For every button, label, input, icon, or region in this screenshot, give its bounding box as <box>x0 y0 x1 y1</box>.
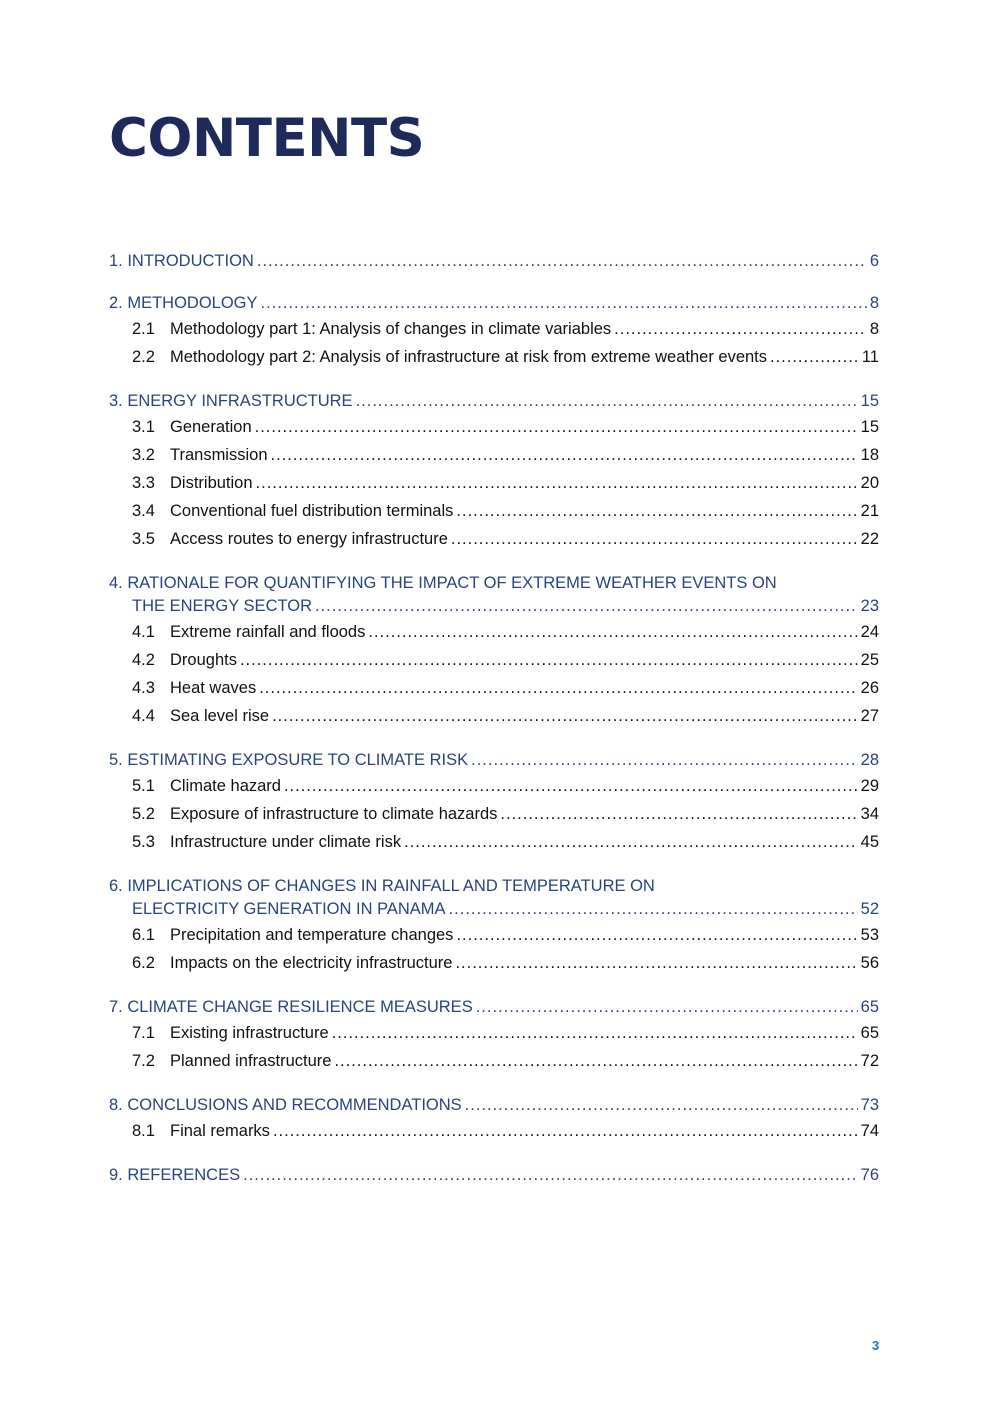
toc-sub-entry[interactable] <box>109 772 879 800</box>
toc-main-entry[interactable] <box>109 572 879 595</box>
toc-sub-entry[interactable] <box>109 674 879 702</box>
dot-leader <box>456 921 857 949</box>
toc-sub-entry-number: 5.3 <box>132 833 155 851</box>
toc-entry-title-continued: ELECTRICITY GENERATION IN PANAMA <box>132 900 446 918</box>
dot-leader <box>272 702 858 730</box>
page-number: 3 <box>872 1338 880 1353</box>
dot-leader <box>273 1117 858 1145</box>
toc-entry-page: 28 <box>860 751 879 769</box>
toc-section <box>109 390 879 553</box>
dot-leader <box>455 949 857 977</box>
toc-sub-entry[interactable] <box>109 497 879 525</box>
dot-leader <box>271 441 858 469</box>
toc-entry-title: 4. RATIONALE FOR QUANTIFYING THE IMPACT OF EXTREME WEATHER EVENTS ON <box>109 574 777 592</box>
dot-leader <box>256 469 858 497</box>
dot-leader <box>449 898 858 921</box>
toc-sub-entry-page: 26 <box>860 679 879 697</box>
toc-sub-entry-label: Droughts <box>170 651 237 669</box>
dot-leader <box>465 1094 858 1117</box>
toc-sub-entry-page: 15 <box>860 418 879 436</box>
dot-leader <box>456 497 857 525</box>
toc-sub-entry-label: Final remarks <box>170 1122 270 1140</box>
toc-sub-entry-page: 24 <box>860 623 879 641</box>
toc-sub-entry-label: Impacts on the electricity infrastructure <box>170 954 453 972</box>
toc-main-entry[interactable] <box>109 292 879 315</box>
toc-sub-entry-page: 21 <box>860 502 879 520</box>
toc-sub-entry-page: 20 <box>860 474 879 492</box>
toc-entry-page: 15 <box>860 392 879 410</box>
toc-main-entry[interactable] <box>109 1094 879 1117</box>
toc-entry-page: 73 <box>860 1096 879 1114</box>
toc-entry-page: 76 <box>860 1166 879 1184</box>
toc-sub-entry-label: Transmission <box>170 446 268 464</box>
toc-section <box>109 875 879 977</box>
toc-sub-entry-page: 34 <box>860 805 879 823</box>
toc-sub-entry-label: Methodology part 2: Analysis of infrastructure at risk from extreme weather events <box>170 348 768 366</box>
toc-sub-entry-page: 56 <box>860 954 879 972</box>
toc-sub-entry-label: Existing infrastructure <box>170 1024 329 1042</box>
toc-sub-entry[interactable] <box>109 702 879 730</box>
dot-leader <box>257 250 867 273</box>
toc-entry-title: 5. ESTIMATING EXPOSURE TO CLIMATE RISK <box>109 751 469 769</box>
toc-main-entry[interactable] <box>109 250 879 273</box>
toc-sub-entry-number: 4.4 <box>132 707 155 725</box>
toc-section <box>109 996 879 1075</box>
toc-entry-title: 3. ENERGY INFRASTRUCTURE <box>109 392 353 410</box>
toc-sub-entry[interactable] <box>109 413 879 441</box>
dot-leader <box>284 772 858 800</box>
toc-main-entry[interactable] <box>109 1164 879 1187</box>
toc-sub-entry-number: 3.1 <box>132 418 155 436</box>
toc-sub-entry[interactable] <box>109 949 879 977</box>
toc-sub-entry[interactable] <box>109 315 879 343</box>
toc-sub-entry-label: Access routes to energy infrastructure <box>170 530 448 548</box>
toc-sub-entry-page: 25 <box>860 651 879 669</box>
toc-sub-entry-label: Extreme rainfall and floods <box>170 623 366 641</box>
dot-leader <box>356 390 858 413</box>
toc-sub-entry[interactable] <box>109 618 879 646</box>
toc-sub-entry[interactable] <box>109 1019 879 1047</box>
toc-sub-entry[interactable] <box>109 1117 879 1145</box>
toc-main-entry[interactable] <box>109 875 879 898</box>
toc-sub-entry[interactable] <box>109 646 879 674</box>
toc-sub-entry-label: Generation <box>170 418 252 436</box>
toc-sub-entry-label: Sea level rise <box>170 707 270 725</box>
toc-sub-entry-label: Precipitation and temperature changes <box>170 926 454 944</box>
toc-entry-title: 7. CLIMATE CHANGE RESILIENCE MEASURES <box>109 998 473 1016</box>
toc-sub-entry-number: 3.2 <box>132 446 155 464</box>
toc-entry-page: 65 <box>860 998 879 1016</box>
toc-section <box>109 1094 879 1145</box>
table-of-contents <box>109 250 879 1206</box>
toc-sub-entry[interactable] <box>109 469 879 497</box>
toc-sub-entry-label: Planned infrastructure <box>170 1052 332 1070</box>
toc-entry-title-continued: THE ENERGY SECTOR <box>132 597 313 615</box>
toc-sub-entry-number: 4.3 <box>132 679 155 697</box>
toc-sub-entry-number: 8.1 <box>132 1122 155 1140</box>
toc-sub-entry-label: Conventional fuel distribution terminals <box>170 502 454 520</box>
toc-entry-title: 9. REFERENCES <box>109 1166 241 1184</box>
toc-sub-entry-page: 8 <box>869 320 879 338</box>
toc-sub-entry-number: 7.2 <box>132 1052 155 1070</box>
toc-sub-entry-number: 5.1 <box>132 777 155 795</box>
toc-entry-page: 23 <box>860 597 879 615</box>
dot-leader <box>451 525 858 553</box>
toc-entry-title: 8. CONCLUSIONS AND RECOMMENDATIONS <box>109 1096 462 1114</box>
toc-sub-entry-number: 2.2 <box>132 348 155 366</box>
toc-sub-entry-number: 5.2 <box>132 805 155 823</box>
toc-main-entry[interactable] <box>109 996 879 1019</box>
toc-sub-entry[interactable] <box>109 921 879 949</box>
toc-sub-entry-label: Climate hazard <box>170 777 281 795</box>
toc-sub-entry[interactable] <box>109 1047 879 1075</box>
dot-leader <box>614 315 867 343</box>
toc-sub-entry[interactable] <box>109 343 879 371</box>
toc-sub-entry[interactable] <box>109 800 879 828</box>
toc-sub-entry-number: 3.5 <box>132 530 155 548</box>
dot-leader <box>243 1164 858 1187</box>
toc-sub-entry-number: 6.1 <box>132 926 155 944</box>
toc-sub-entry-number: 7.1 <box>132 1024 155 1042</box>
toc-sub-entry[interactable] <box>109 441 879 469</box>
toc-entry-page: 8 <box>869 294 879 312</box>
toc-sub-entry-page: 53 <box>860 926 879 944</box>
dot-leader <box>471 749 858 772</box>
dot-leader <box>334 1047 857 1075</box>
toc-sub-entry-page: 27 <box>860 707 879 725</box>
toc-section <box>109 1164 879 1187</box>
toc-sub-entry-label: Infrastructure under climate risk <box>170 833 402 851</box>
toc-sub-entry-page: 72 <box>860 1052 879 1070</box>
toc-section <box>109 749 879 856</box>
toc-section <box>109 292 879 371</box>
dot-leader <box>368 618 857 646</box>
toc-sub-entry-label: Methodology part 1: Analysis of changes in climate variables <box>170 320 612 338</box>
toc-sub-entry-label: Exposure of infrastructure to climate hazards <box>170 805 498 823</box>
toc-sub-entry[interactable] <box>109 525 879 553</box>
toc-main-entry[interactable] <box>109 390 879 413</box>
toc-main-entry-continued[interactable] <box>109 898 879 921</box>
toc-sub-entry-page: 11 <box>861 348 879 366</box>
toc-section <box>109 250 879 273</box>
toc-entry-title: 6. IMPLICATIONS OF CHANGES IN RAINFALL AND TEMPERATURE ON <box>109 877 655 895</box>
toc-sub-entry[interactable] <box>109 828 879 856</box>
toc-sub-entry-number: 6.2 <box>132 954 155 972</box>
toc-main-entry-continued[interactable] <box>109 595 879 618</box>
toc-section <box>109 572 879 730</box>
toc-entry-page: 6 <box>869 252 879 270</box>
toc-entry-title: 2. METHODOLOGY <box>109 294 258 312</box>
toc-sub-entry-number: 4.2 <box>132 651 155 669</box>
dot-leader <box>500 800 857 828</box>
toc-sub-entry-label: Distribution <box>170 474 253 492</box>
dot-leader <box>404 828 858 856</box>
toc-sub-entry-number: 3.3 <box>132 474 155 492</box>
toc-sub-entry-page: 22 <box>860 530 879 548</box>
dot-leader <box>261 292 867 315</box>
toc-sub-entry-number: 4.1 <box>132 623 155 641</box>
toc-sub-entry-page: 65 <box>860 1024 879 1042</box>
toc-sub-entry-page: 29 <box>860 777 879 795</box>
toc-sub-entry-page: 74 <box>860 1122 879 1140</box>
toc-main-entry[interactable] <box>109 749 879 772</box>
dot-leader <box>255 413 858 441</box>
toc-sub-entry-page: 45 <box>860 833 879 851</box>
toc-sub-entry-label: Heat waves <box>170 679 257 697</box>
dot-leader <box>770 343 859 371</box>
toc-sub-entry-number: 3.4 <box>132 502 155 520</box>
toc-sub-entry-page: 18 <box>860 446 879 464</box>
toc-entry-page: 52 <box>860 900 879 918</box>
toc-entry-title: 1. INTRODUCTION <box>109 252 254 270</box>
dot-leader <box>240 646 858 674</box>
page-title: CONTENTS <box>109 108 425 169</box>
dot-leader <box>315 595 858 618</box>
dot-leader <box>476 996 858 1019</box>
toc-sub-entry-number: 2.1 <box>132 320 155 338</box>
dot-leader <box>332 1019 858 1047</box>
dot-leader <box>259 674 857 702</box>
